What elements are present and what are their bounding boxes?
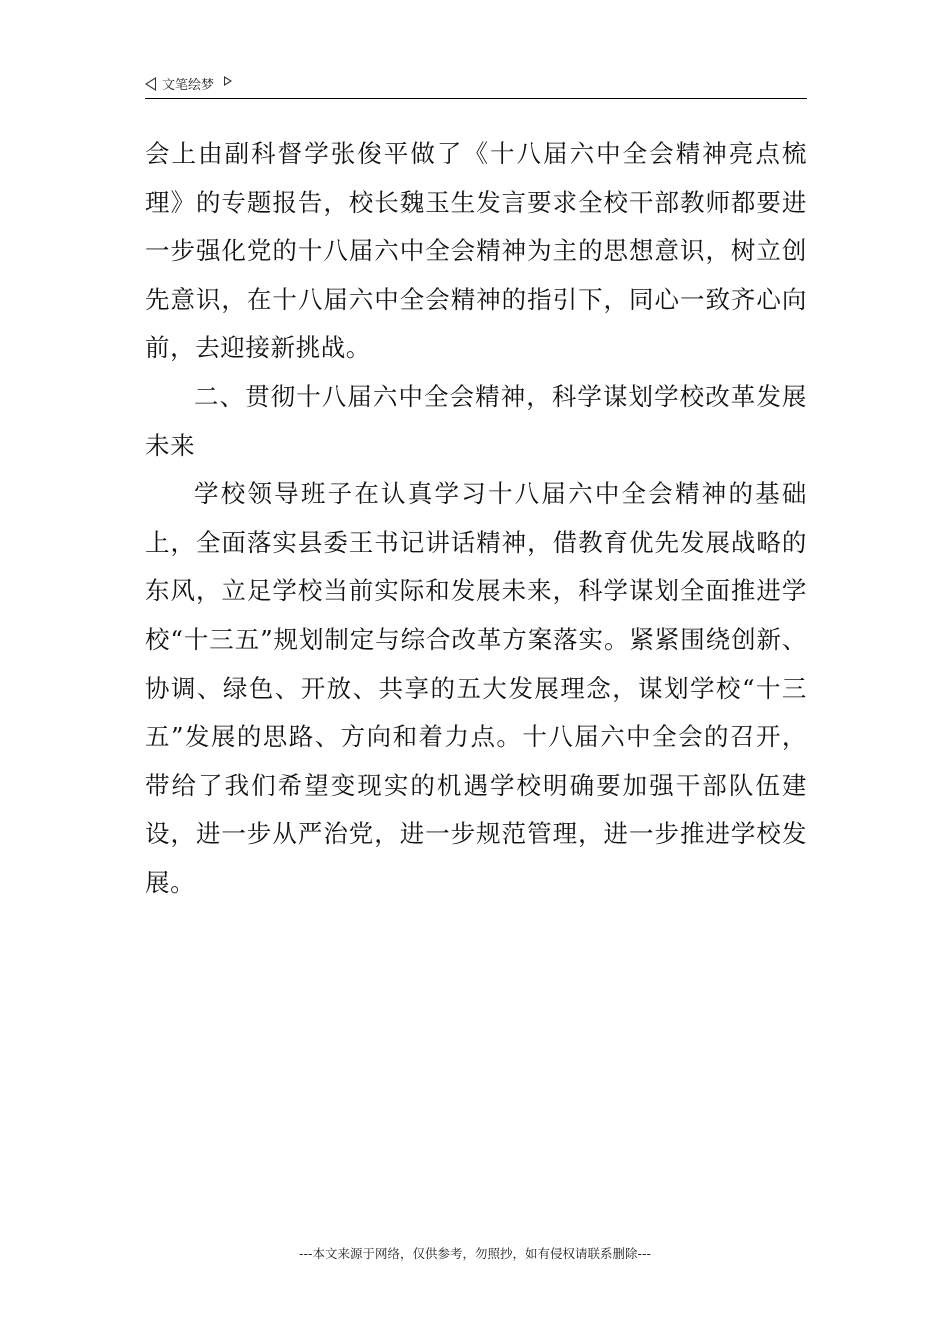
- paragraph-body: 学校领导班子在认真学习十八届六中全会精神的基础上，全面落实县委王书记讲话精神，借教育优先发展战略的东风，立足学校当前实际和发展未来，科学谋划全面推进学校“十三五”规划制定与综合改革方案落实。紧紧围绕创新、协调、绿色、开放、共享的五大发展理念，谋划学校“十三五”发展的思路、方向和着力点。十八届六中全会的召开，带给了我们希望变现实的机遇学校明确要加强干部队伍建设，进一步从严治党，进一步规范管理，进一步推进学校发展。: [145, 479, 807, 897]
- triangle-right-icon: [224, 76, 232, 86]
- section-heading: 二、贯彻十八届六中全会精神，科学谋划学校改革发展未来: [145, 381, 807, 460]
- page-footer-notice: ---本文来源于网络，仅供参考，勿照抄，如有侵权请联系删除---: [298, 1246, 652, 1261]
- header-brand-text: 文笔绘梦: [162, 78, 215, 93]
- paragraph-continuation: 会上由副科督学张俊平做了《十八届六中全会精神亮点梳理》的专题报告，校长魏玉生发言要求全校干部教师都要进一步强化党的十八届六中全会精神为主的思想意识，树立创先意识，在十八届六中全会精神的指引下，同心一致齐心向前，去迎接新挑战。: [145, 139, 807, 363]
- triangle-left-icon: [145, 77, 156, 91]
- document-body: [145, 130, 807, 908]
- page-header: [145, 72, 807, 99]
- header-brand-group: [145, 74, 232, 93]
